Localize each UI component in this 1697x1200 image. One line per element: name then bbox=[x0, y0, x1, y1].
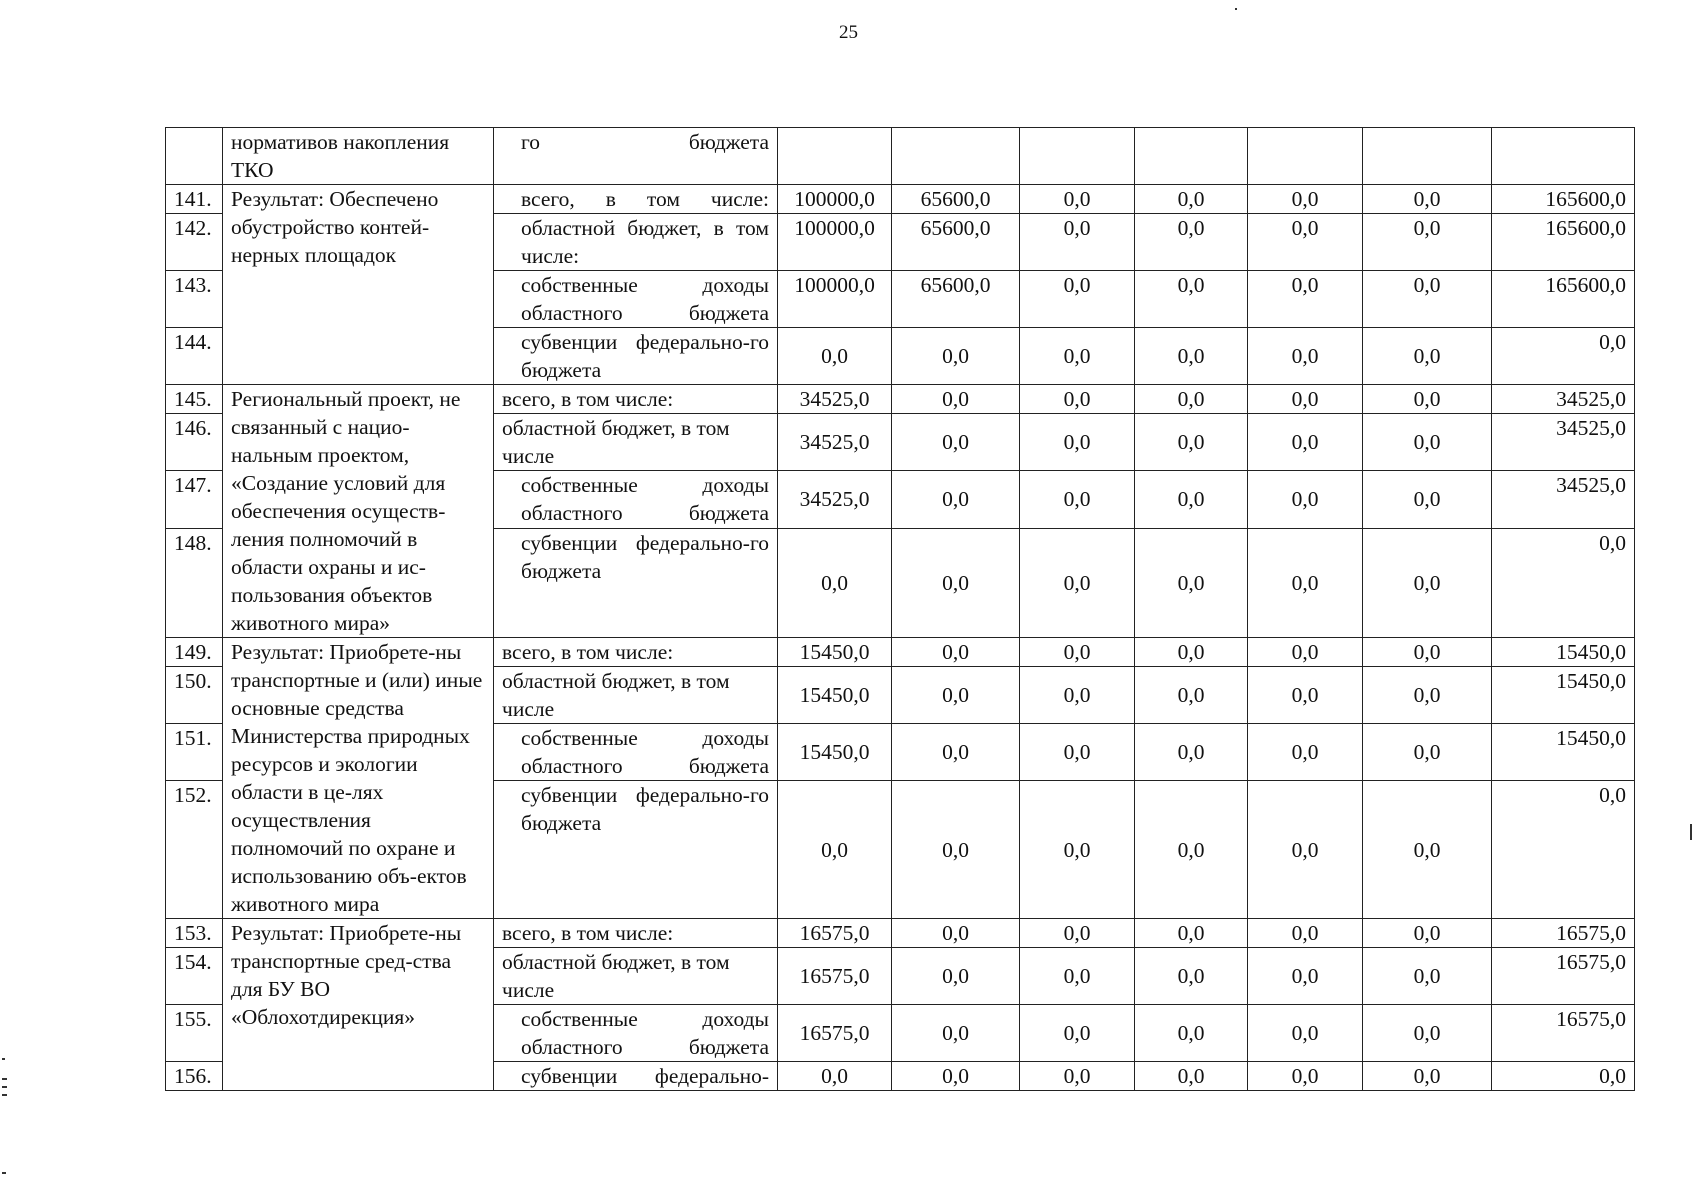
row-number-cell: 142. bbox=[166, 214, 223, 271]
year-amount-cell: 0,0 bbox=[892, 1005, 1020, 1062]
year-amount-cell: 0,0 bbox=[1248, 328, 1363, 385]
total-amount-cell: 16575,0 bbox=[1492, 948, 1635, 1005]
funding-source-cell: субвенции федерально-го бюджета bbox=[494, 781, 778, 919]
year-amount-cell: 0,0 bbox=[1135, 471, 1248, 528]
year-amount-cell: 0,0 bbox=[1020, 724, 1135, 781]
row-number-cell: 148. bbox=[166, 528, 223, 637]
year-amount-cell: 0,0 bbox=[892, 638, 1020, 667]
year-amount-cell: 15450,0 bbox=[778, 638, 892, 667]
scan-edge-mark bbox=[2, 1058, 5, 1060]
total-amount-cell: 34525,0 bbox=[1492, 414, 1635, 471]
year-amount-cell: 0,0 bbox=[1248, 471, 1363, 528]
row-number-cell: 143. bbox=[166, 271, 223, 328]
year-amount-cell: 0,0 bbox=[1135, 781, 1248, 919]
total-amount-cell: 15450,0 bbox=[1492, 667, 1635, 724]
year-amount-cell: 0,0 bbox=[892, 385, 1020, 414]
total-amount-cell: 0,0 bbox=[1492, 1062, 1635, 1091]
row-number-cell: 150. bbox=[166, 667, 223, 724]
total-amount-cell: 15450,0 bbox=[1492, 638, 1635, 667]
year-amount-cell: 65600,0 bbox=[892, 214, 1020, 271]
event-name-cell: Региональный проект, не связанный с нацио-нальным проектом, «Создание условий для обеспечения осуществ-ления полномочий в области охраны и ис-пользования объектов животного мира» bbox=[223, 385, 494, 638]
table-row bbox=[166, 385, 1635, 414]
year-amount-cell: 0,0 bbox=[778, 1062, 892, 1091]
year-amount-cell: 0,0 bbox=[1020, 271, 1135, 328]
year-amount-cell: 100000,0 bbox=[778, 214, 892, 271]
year-amount-cell: 0,0 bbox=[1020, 948, 1135, 1005]
year-amount-cell: 0,0 bbox=[1363, 385, 1492, 414]
year-amount-cell: 0,0 bbox=[778, 781, 892, 919]
row-number-cell: 141. bbox=[166, 185, 223, 214]
funding-source-cell: го бюджета bbox=[494, 128, 778, 185]
year-amount-cell: 0,0 bbox=[892, 667, 1020, 724]
year-amount-cell: 0,0 bbox=[1248, 919, 1363, 948]
row-number-cell: 153. bbox=[166, 919, 223, 948]
scan-edge-mark bbox=[2, 1086, 7, 1088]
funding-source-cell: областной бюджет, в том числе bbox=[494, 414, 778, 471]
year-amount-cell: 0,0 bbox=[1363, 638, 1492, 667]
year-amount-cell: 0,0 bbox=[1020, 185, 1135, 214]
total-amount-cell: 34525,0 bbox=[1492, 385, 1635, 414]
scan-edge-mark bbox=[2, 1078, 7, 1080]
funding-source-cell: областной бюджет, в том числе bbox=[494, 948, 778, 1005]
year-amount-cell: 0,0 bbox=[1135, 528, 1248, 637]
year-amount-cell: 16575,0 bbox=[778, 1005, 892, 1062]
row-number-cell: 147. bbox=[166, 471, 223, 528]
year-amount-cell: 0,0 bbox=[1248, 185, 1363, 214]
row-number-cell: 145. bbox=[166, 385, 223, 414]
funding-source-cell: собственные доходы областного бюджета bbox=[494, 471, 778, 528]
event-name-cell: нормативов накопления ТКО bbox=[223, 128, 494, 185]
year-amount-cell bbox=[892, 128, 1020, 185]
year-amount-cell: 0,0 bbox=[892, 724, 1020, 781]
funding-source-cell: всего, в том числе: bbox=[494, 185, 778, 214]
event-name-cell: Результат: Приобрете-ны транспортные и (или) иные основные средства Министерства природных ресурсов и экологии области в це-лях осуществления полномочий по охране и использованию объ-ектов животного мира bbox=[223, 638, 494, 919]
year-amount-cell: 0,0 bbox=[1248, 414, 1363, 471]
year-amount-cell: 0,0 bbox=[1248, 385, 1363, 414]
year-amount-cell: 0,0 bbox=[1248, 271, 1363, 328]
funding-source-cell: субвенции федерально-го бюджета bbox=[494, 528, 778, 637]
funding-source-cell: всего, в том числе: bbox=[494, 385, 778, 414]
year-amount-cell: 0,0 bbox=[1020, 1005, 1135, 1062]
year-amount-cell: 0,0 bbox=[1363, 667, 1492, 724]
row-number-cell: 152. bbox=[166, 781, 223, 919]
year-amount-cell: 0,0 bbox=[1363, 919, 1492, 948]
row-number-cell: 156. bbox=[166, 1062, 223, 1091]
scan-edge-mark bbox=[2, 1094, 7, 1096]
row-number-cell: 155. bbox=[166, 1005, 223, 1062]
total-amount-cell: 34525,0 bbox=[1492, 471, 1635, 528]
year-amount-cell: 0,0 bbox=[1020, 471, 1135, 528]
year-amount-cell: 0,0 bbox=[1020, 1062, 1135, 1091]
year-amount-cell: 0,0 bbox=[1248, 948, 1363, 1005]
row-number-cell: 144. bbox=[166, 328, 223, 385]
table-row bbox=[166, 185, 1635, 214]
year-amount-cell: 0,0 bbox=[1135, 948, 1248, 1005]
year-amount-cell: 0,0 bbox=[892, 471, 1020, 528]
year-amount-cell: 0,0 bbox=[778, 328, 892, 385]
scan-edge-mark bbox=[1690, 824, 1692, 840]
year-amount-cell: 0,0 bbox=[1020, 385, 1135, 414]
budget-table bbox=[165, 127, 1635, 1091]
total-amount-cell: 16575,0 bbox=[1492, 1005, 1635, 1062]
year-amount-cell: 0,0 bbox=[1363, 185, 1492, 214]
year-amount-cell: 0,0 bbox=[1363, 528, 1492, 637]
year-amount-cell: 0,0 bbox=[1135, 1005, 1248, 1062]
year-amount-cell: 0,0 bbox=[1020, 638, 1135, 667]
event-name-cell: Результат: Обеспечено обустройство контей-нерных площадок bbox=[223, 185, 494, 385]
year-amount-cell: 0,0 bbox=[892, 781, 1020, 919]
total-amount-cell: 0,0 bbox=[1492, 328, 1635, 385]
total-amount-cell: 165600,0 bbox=[1492, 271, 1635, 328]
funding-source-cell: областной бюджет, в том числе: bbox=[494, 214, 778, 271]
year-amount-cell: 0,0 bbox=[1363, 781, 1492, 919]
year-amount-cell: 0,0 bbox=[778, 528, 892, 637]
year-amount-cell: 16575,0 bbox=[778, 948, 892, 1005]
table-row bbox=[166, 128, 1635, 185]
funding-source-cell: собственные доходы областного бюджета bbox=[494, 724, 778, 781]
year-amount-cell: 16575,0 bbox=[778, 919, 892, 948]
year-amount-cell: 0,0 bbox=[1135, 638, 1248, 667]
year-amount-cell: 0,0 bbox=[1020, 214, 1135, 271]
year-amount-cell: 0,0 bbox=[1363, 328, 1492, 385]
year-amount-cell: 0,0 bbox=[1135, 1062, 1248, 1091]
scan-edge-mark bbox=[2, 1172, 6, 1174]
year-amount-cell: 0,0 bbox=[1248, 1005, 1363, 1062]
year-amount-cell: 65600,0 bbox=[892, 185, 1020, 214]
year-amount-cell: 0,0 bbox=[1020, 781, 1135, 919]
funding-source-cell: собственные доходы областного бюджета bbox=[494, 1005, 778, 1062]
year-amount-cell: 65600,0 bbox=[892, 271, 1020, 328]
year-amount-cell: 0,0 bbox=[1363, 1005, 1492, 1062]
row-number-cell bbox=[166, 128, 223, 185]
year-amount-cell bbox=[778, 128, 892, 185]
year-amount-cell bbox=[1248, 128, 1363, 185]
scan-edge-mark bbox=[1235, 8, 1237, 10]
total-amount-cell bbox=[1492, 128, 1635, 185]
year-amount-cell: 34525,0 bbox=[778, 385, 892, 414]
year-amount-cell: 0,0 bbox=[892, 1062, 1020, 1091]
year-amount-cell: 0,0 bbox=[1135, 271, 1248, 328]
year-amount-cell: 0,0 bbox=[1020, 667, 1135, 724]
year-amount-cell: 0,0 bbox=[1363, 471, 1492, 528]
year-amount-cell: 0,0 bbox=[1135, 185, 1248, 214]
year-amount-cell: 34525,0 bbox=[778, 414, 892, 471]
year-amount-cell bbox=[1363, 128, 1492, 185]
year-amount-cell: 0,0 bbox=[1135, 919, 1248, 948]
row-number-cell: 146. bbox=[166, 414, 223, 471]
year-amount-cell: 0,0 bbox=[1363, 271, 1492, 328]
total-amount-cell: 0,0 bbox=[1492, 781, 1635, 919]
row-number-cell: 154. bbox=[166, 948, 223, 1005]
table-row bbox=[166, 638, 1635, 667]
funding-source-cell: субвенции федерально-го бюджета bbox=[494, 328, 778, 385]
funding-source-cell: областной бюджет, в том числе bbox=[494, 667, 778, 724]
year-amount-cell: 0,0 bbox=[1248, 667, 1363, 724]
year-amount-cell: 0,0 bbox=[1020, 919, 1135, 948]
year-amount-cell bbox=[1135, 128, 1248, 185]
year-amount-cell: 0,0 bbox=[1248, 1062, 1363, 1091]
page-number: 25 bbox=[839, 22, 858, 43]
funding-source-cell: всего, в том числе: bbox=[494, 919, 778, 948]
year-amount-cell: 0,0 bbox=[1363, 214, 1492, 271]
year-amount-cell: 0,0 bbox=[1363, 414, 1492, 471]
year-amount-cell: 100000,0 bbox=[778, 185, 892, 214]
year-amount-cell: 0,0 bbox=[1135, 667, 1248, 724]
year-amount-cell: 0,0 bbox=[892, 414, 1020, 471]
year-amount-cell: 0,0 bbox=[1020, 528, 1135, 637]
year-amount-cell: 0,0 bbox=[892, 328, 1020, 385]
budget-table-body bbox=[166, 128, 1635, 1091]
year-amount-cell: 0,0 bbox=[1135, 724, 1248, 781]
funding-source-cell: субвенции федерально- bbox=[494, 1062, 778, 1091]
total-amount-cell: 0,0 bbox=[1492, 528, 1635, 637]
year-amount-cell: 100000,0 bbox=[778, 271, 892, 328]
event-name-cell: Результат: Приобрете-ны транспортные сред-ства для БУ ВО «Облохотдирекция» bbox=[223, 919, 494, 1091]
total-amount-cell: 16575,0 bbox=[1492, 919, 1635, 948]
year-amount-cell: 0,0 bbox=[1135, 214, 1248, 271]
year-amount-cell bbox=[1020, 128, 1135, 185]
year-amount-cell: 0,0 bbox=[1135, 414, 1248, 471]
year-amount-cell: 0,0 bbox=[1248, 724, 1363, 781]
total-amount-cell: 15450,0 bbox=[1492, 724, 1635, 781]
year-amount-cell: 0,0 bbox=[1363, 1062, 1492, 1091]
funding-source-cell: всего, в том числе: bbox=[494, 638, 778, 667]
year-amount-cell: 0,0 bbox=[1363, 724, 1492, 781]
year-amount-cell: 0,0 bbox=[1248, 781, 1363, 919]
year-amount-cell: 0,0 bbox=[1248, 638, 1363, 667]
year-amount-cell: 0,0 bbox=[1135, 328, 1248, 385]
year-amount-cell: 15450,0 bbox=[778, 724, 892, 781]
total-amount-cell: 165600,0 bbox=[1492, 214, 1635, 271]
year-amount-cell: 0,0 bbox=[892, 528, 1020, 637]
year-amount-cell: 0,0 bbox=[1363, 948, 1492, 1005]
year-amount-cell: 0,0 bbox=[1248, 214, 1363, 271]
year-amount-cell: 0,0 bbox=[1248, 528, 1363, 637]
total-amount-cell: 165600,0 bbox=[1492, 185, 1635, 214]
row-number-cell: 151. bbox=[166, 724, 223, 781]
funding-source-cell: собственные доходы областного бюджета bbox=[494, 271, 778, 328]
year-amount-cell: 0,0 bbox=[892, 948, 1020, 1005]
year-amount-cell: 0,0 bbox=[1135, 385, 1248, 414]
year-amount-cell: 15450,0 bbox=[778, 667, 892, 724]
year-amount-cell: 34525,0 bbox=[778, 471, 892, 528]
year-amount-cell: 0,0 bbox=[892, 919, 1020, 948]
year-amount-cell: 0,0 bbox=[1020, 414, 1135, 471]
year-amount-cell: 0,0 bbox=[1020, 328, 1135, 385]
table-row bbox=[166, 919, 1635, 948]
row-number-cell: 149. bbox=[166, 638, 223, 667]
